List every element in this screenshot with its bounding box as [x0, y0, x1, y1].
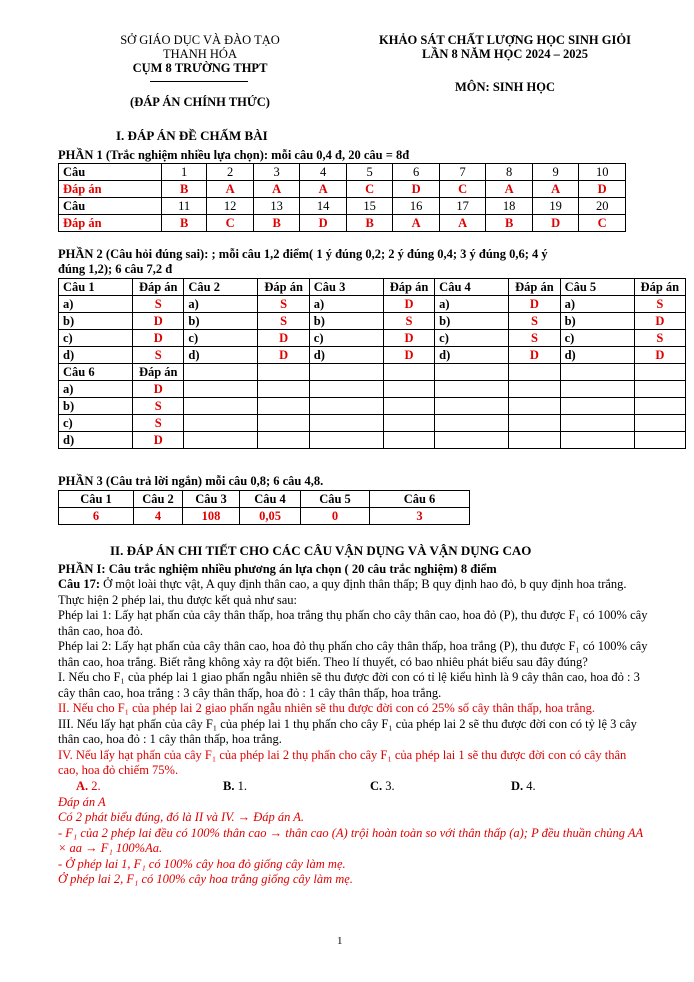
item-cell: d) [184, 347, 258, 364]
item-cell: d) [59, 347, 133, 364]
answer-cell: D [634, 347, 685, 364]
item-cell: d) [560, 347, 634, 364]
answer-cell: D [579, 181, 626, 198]
answer-cell: D [509, 296, 560, 313]
item-cell: d) [59, 432, 133, 449]
answer-cell: D [133, 432, 184, 449]
department-name: SỞ GIÁO DỤC VÀ ĐÀO TẠO [120, 33, 280, 47]
question-number: 1 [161, 164, 207, 181]
answer-cell: A [300, 181, 347, 198]
table-header-row [59, 491, 470, 508]
item-cell: d) [309, 347, 383, 364]
exam-round: LẦN 8 NĂM HỌC 2024 – 2025 [422, 47, 588, 61]
item-cell: c) [309, 330, 383, 347]
question-number: 16 [393, 198, 440, 215]
question-number: 13 [253, 198, 300, 215]
question-number: 6 [393, 164, 440, 181]
answer-cell: S [509, 313, 560, 330]
header-left [90, 33, 310, 75]
question-number: 9 [532, 164, 579, 181]
header-cell: Câu 2 [134, 491, 183, 508]
answer-cell: A [532, 181, 579, 198]
answer-explanation: Ở phép lai 2, F₁ có 100% cây hoa trắng giống cây làm mẹ. [58, 872, 353, 886]
options-row [58, 779, 648, 795]
option-a: A. 2. [76, 778, 101, 793]
header-cell: Câu 1 [59, 491, 134, 508]
table-row [59, 347, 686, 364]
answer-cell: D [133, 381, 184, 398]
answer-cell: 6 [59, 508, 134, 525]
question-number: 2 [207, 164, 254, 181]
header-cell: Đáp án [258, 279, 309, 296]
answer-cell: S [133, 347, 184, 364]
header-cell: Câu 3 [183, 491, 240, 508]
answer-cell: 3 [370, 508, 470, 525]
answer-cell: S [383, 313, 434, 330]
part3-answer-table [58, 490, 470, 525]
header-cell: Câu 4 [240, 491, 301, 508]
part3-title: PHẦN 3 (Câu trả lời ngắn) mỗi câu 0,8; 6 câu 4,8. [58, 474, 324, 488]
answer-cell: S [258, 296, 309, 313]
table-row [59, 381, 686, 398]
question-number: 18 [486, 198, 533, 215]
answer-cell: D [133, 330, 184, 347]
answer-explanation: Có 2 phát biểu đúng, đó là II và IV. → Đáp án A. [58, 810, 305, 824]
answer-cell: 0 [301, 508, 370, 525]
header-cell: Đáp án [634, 279, 685, 296]
exam-title: KHẢO SÁT CHẤT LƯỢNG HỌC SINH GIỎI [379, 33, 631, 47]
statement-2: II. Nếu cho F₁ của phép lai 2 giao phấn ngẫu nhiên sẽ thu được đời con có 25% số cây thân thấp, hoa trắng. [58, 701, 596, 715]
part2-title-line: đúng 1,2); 6 câu 7,2 đ [58, 262, 173, 276]
question-text: Ở một loài thực vật, A quy định thân cao, a quy định thân thấp; B quy định hao đỏ, b quy định hoa trắng. Thực hiện 2 phép lai, thu được kết quả như sau: [58, 577, 627, 607]
item-cell: b) [309, 313, 383, 330]
item-cell: d) [435, 347, 509, 364]
answer-cell: S [133, 398, 184, 415]
part1-detail-title: PHẦN I: Câu trắc nghiệm nhiều phương án lựa chọn ( 20 câu trắc nghiệm) 8 điểm [58, 562, 497, 576]
answer-cell: D [258, 330, 309, 347]
header-cell: Đáp án [509, 279, 560, 296]
answer-cell: C [207, 215, 254, 232]
table-row [59, 415, 686, 432]
section1-title: I. ĐÁP ÁN ĐỀ CHẤM BÀI [116, 128, 268, 143]
table-row [59, 164, 626, 181]
answer-cell: C [579, 215, 626, 232]
item-cell: a) [560, 296, 634, 313]
header-cell: Câu 6 [370, 491, 470, 508]
question-number: 19 [532, 198, 579, 215]
answer-cell: S [133, 296, 184, 313]
question-number: 12 [207, 198, 254, 215]
row-label: Đáp án [59, 181, 162, 198]
item-cell: a) [435, 296, 509, 313]
row-label: Câu [59, 198, 162, 215]
header-cell: Đáp án [133, 364, 184, 381]
item-cell: b) [435, 313, 509, 330]
table-row [59, 198, 626, 215]
answer-cell: D [383, 347, 434, 364]
answer-cell: A [393, 215, 440, 232]
header-cell: Câu 1 [59, 279, 133, 296]
statement-1: I. Nếu cho F₁ của phép lai 1 giao phấn ngẫu nhiên sẽ thu được đời con có tỉ lệ kiểu hình là 9 cây thân cao, hoa đỏ : 3 cây thân cao, hoa trắng : 3 cây thân thấp, hoa đỏ : 1 cây thân thấp, hoa trắng. [58, 670, 640, 700]
answer-cell: S [133, 415, 184, 432]
table-header-row [59, 279, 686, 296]
option-b: B. 1. [223, 778, 247, 793]
answer-cell: A [439, 215, 486, 232]
answer-cell: S [258, 313, 309, 330]
question-17 [58, 577, 648, 888]
answer-cell: B [486, 215, 533, 232]
answer-cell: D [634, 313, 685, 330]
item-cell: a) [309, 296, 383, 313]
item-cell: c) [184, 330, 258, 347]
answer-cell: D [300, 215, 347, 232]
statement-3: III. Nếu lấy hạt phấn của cây F₁ của phép lai 1 thụ phấn cho cây F₁ của phép lai 2 sẽ thu được đời con có tỷ lệ 3 cây thân cao, hoa đỏ : 1 cây thân thấp, hoa trắng. [58, 716, 637, 746]
section2-title: II. ĐÁP ÁN CHI TIẾT CHO CÁC CÂU VẬN DỤNG VÀ VẬN DỤNG CAO [110, 543, 532, 558]
header-divider [150, 81, 248, 82]
item-cell: b) [560, 313, 634, 330]
cross-1-text: Phép lai 1: Lấy hạt phấn của cây thân thấp, hoa trắng thụ phấn cho cây thân cao, hoa đỏ (P), thu được F₁ có 100% cây thân cao, hoa đỏ. [58, 608, 648, 638]
header-cell: Câu 2 [184, 279, 258, 296]
table-row [59, 508, 470, 525]
question-number: 15 [346, 198, 393, 215]
option-d: D. 4. [511, 778, 536, 793]
header-cell: Câu 5 [560, 279, 634, 296]
answer-explanation: - Ở phép lai 1, F₁ có 100% cây hoa đỏ giống cây làm mẹ. [58, 856, 346, 871]
question-number: 4 [300, 164, 347, 181]
question-intro [58, 577, 648, 608]
answer-cell: 4 [134, 508, 183, 525]
table-row [59, 330, 686, 347]
item-cell: b) [59, 398, 133, 415]
header-cell: Câu 5 [301, 491, 370, 508]
question-number: 20 [579, 198, 626, 215]
header-cell: Đáp án [383, 279, 434, 296]
answer-cell: B [253, 215, 300, 232]
item-cell: c) [435, 330, 509, 347]
answer-cell: C [346, 181, 393, 198]
part1-answer-table [58, 163, 626, 232]
answer-cell: B [161, 181, 207, 198]
part2-title [58, 247, 658, 277]
item-cell: c) [59, 330, 133, 347]
row-label: Đáp án [59, 215, 162, 232]
question-number: 8 [486, 164, 533, 181]
answer-cell: A [253, 181, 300, 198]
answer-cell: B [346, 215, 393, 232]
question-number: 5 [346, 164, 393, 181]
table-row [59, 432, 686, 449]
table-row [59, 398, 686, 415]
answer-cell: A [486, 181, 533, 198]
answer-cell: S [634, 330, 685, 347]
table-row [59, 181, 626, 198]
question-number: 3 [253, 164, 300, 181]
header-cell: Đáp án [133, 279, 184, 296]
answer-explanation: - F₁ của 2 phép lai đều có 100% thân cao → thân cao (A) trội hoàn toàn so với thân thấp (a); P đều thuần chủng AA × aa → F₁ 100%Aa. [58, 825, 643, 855]
province-name: THANH HÓA [163, 47, 237, 61]
part1-title: PHẦN 1 (Trắc nghiệm nhiều lựa chọn): mỗi câu 0,4 đ, 20 câu = 8đ [58, 148, 410, 162]
header-cell: Câu 3 [309, 279, 383, 296]
item-cell: b) [184, 313, 258, 330]
header-right [340, 33, 670, 61]
table-header-row [59, 364, 686, 381]
answer-cell: D [258, 347, 309, 364]
answer-cell: 108 [183, 508, 240, 525]
row-label: Câu [59, 164, 162, 181]
answer-cell: D [509, 347, 560, 364]
official-answer-label: (ĐÁP ÁN CHÍNH THỨC) [130, 95, 270, 109]
cluster-name: CỤM 8 TRƯỜNG THPT [132, 61, 268, 75]
item-cell: a) [59, 296, 133, 313]
page-number: 1 [337, 935, 343, 947]
answer-cell: D [133, 313, 184, 330]
table-row [59, 296, 686, 313]
cross-2-text: Phép lai 2: Lấy hạt phấn của cây thân cao, hoa đỏ thụ phấn cho cây thân thấp, hoa trắng (P), thu được F₁ có 100% cây thân cao, hoa trắng. Biết rằng không xảy ra đột biến. Theo lí thuyết, có bao nhiêu phát biểu sau đây đúng? [58, 639, 648, 669]
subject-label: MÔN: SINH HỌC [455, 80, 555, 94]
item-cell: b) [59, 313, 133, 330]
statement-4: IV. Nếu lấy hạt phấn của cây F₁ của phép lai 2 thụ phấn cho cây F₁ của phép lai 1 sẽ thu được đời con có cây thân cao, hoa đỏ chiếm 75%. [58, 747, 627, 777]
answer-cell: D [532, 215, 579, 232]
answer-cell: S [509, 330, 560, 347]
answer-cell: 0,05 [240, 508, 301, 525]
question-label: Câu 17: [58, 577, 101, 591]
table-row [59, 313, 686, 330]
answer-cell: D [383, 330, 434, 347]
item-cell: a) [59, 381, 133, 398]
answer-cell: B [161, 215, 207, 232]
header-cell: Câu 4 [435, 279, 509, 296]
item-cell: c) [59, 415, 133, 432]
question-number: 11 [161, 198, 207, 215]
item-cell: a) [184, 296, 258, 313]
header-cell: Câu 6 [59, 364, 133, 381]
answer-cell: D [393, 181, 440, 198]
answer-cell: D [383, 296, 434, 313]
question-number: 7 [439, 164, 486, 181]
option-c: C. 3. [370, 778, 395, 793]
item-cell: c) [560, 330, 634, 347]
answer-cell: S [634, 296, 685, 313]
part2-title-line: PHẦN 2 (Câu hỏi đúng sai): ; mỗi câu 1,2 điểm( 1 ý đúng 0,2; 2 ý đúng 0,4; 3 ý đúng 0,6; 4 ý [58, 247, 548, 261]
table-row [59, 215, 626, 232]
part2-answer-table [58, 278, 686, 449]
answer-cell: A [207, 181, 254, 198]
question-number: 17 [439, 198, 486, 215]
answer-key: Đáp án A [58, 794, 106, 809]
question-number: 14 [300, 198, 347, 215]
question-number: 10 [579, 164, 626, 181]
answer-cell: C [439, 181, 486, 198]
